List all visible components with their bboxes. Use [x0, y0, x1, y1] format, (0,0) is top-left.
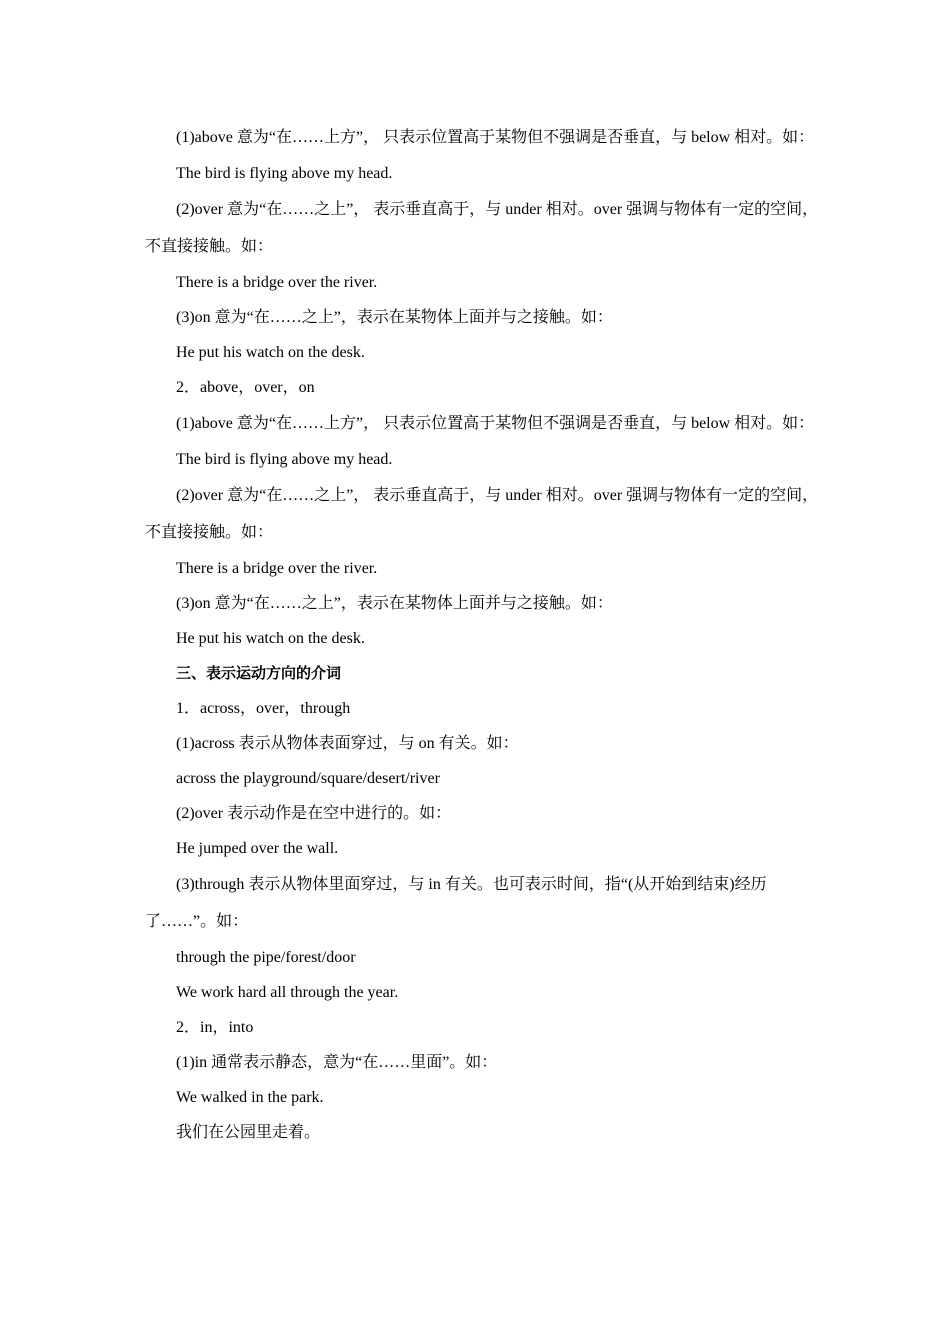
paragraph: across the playground/square/desert/river [176, 770, 440, 787]
document-body [145, 119, 825, 1150]
paragraph: 2．in，into [176, 1019, 254, 1036]
paragraph: (2)over 意为“在……之上”， 表示垂直高于，与 under 相对。over 强调与物体有一定的空间，不直接接触。如： [145, 201, 819, 255]
paragraph: (1)across 表示从物体表面穿过，与 on 有关。如： [176, 735, 519, 752]
paragraph: (3)on 意为“在……之上”，表示在某物体上面并与之接触。如： [176, 595, 613, 612]
paragraph: (3)on 意为“在……之上”，表示在某物体上面并与之接触。如： [176, 309, 613, 326]
paragraph: (2)over 表示动作是在空中进行的。如： [176, 805, 452, 822]
section-heading: 三、表示运动方向的介词 [176, 664, 342, 682]
paragraph: (2)over 意为“在……之上”， 表示垂直高于，与 under 相对。over 强调与物体有一定的空间，不直接接触。如： [145, 487, 819, 541]
paragraph: 2．above，over，on [176, 379, 315, 396]
paragraph: 我们在公园里走着。 [176, 1124, 321, 1141]
paragraph: He put his watch on the desk. [176, 630, 365, 647]
paragraph: (3)through 表示从物体里面穿过，与 in 有关。也可表示时间，指“(从开始到结束)经历了……”。如： [145, 876, 767, 930]
paragraph: There is a bridge over the river. [176, 560, 378, 577]
paragraph: He jumped over the wall. [176, 840, 339, 857]
paragraph: through the pipe/forest/door [176, 949, 356, 966]
paragraph: (1)in 通常表示静态，意为“在……里面”。如： [176, 1054, 498, 1071]
paragraph: We work hard all through the year. [176, 984, 399, 1001]
paragraph: The bird is flying above my head. [176, 165, 393, 182]
paragraph: There is a bridge over the river. [176, 274, 378, 291]
paragraph: 1．across，over，through [176, 700, 351, 717]
paragraph: He put his watch on the desk. [176, 344, 365, 361]
paragraph: (1)above 意为“在……上方”， 只表示位置高于某物但不强调是否垂直，与 below 相对。如： [176, 415, 815, 432]
paragraph: (1)above 意为“在……上方”， 只表示位置高于某物但不强调是否垂直，与 below 相对。如： [176, 129, 815, 146]
paragraph: We walked in the park. [176, 1089, 324, 1106]
paragraph: The bird is flying above my head. [176, 451, 393, 468]
